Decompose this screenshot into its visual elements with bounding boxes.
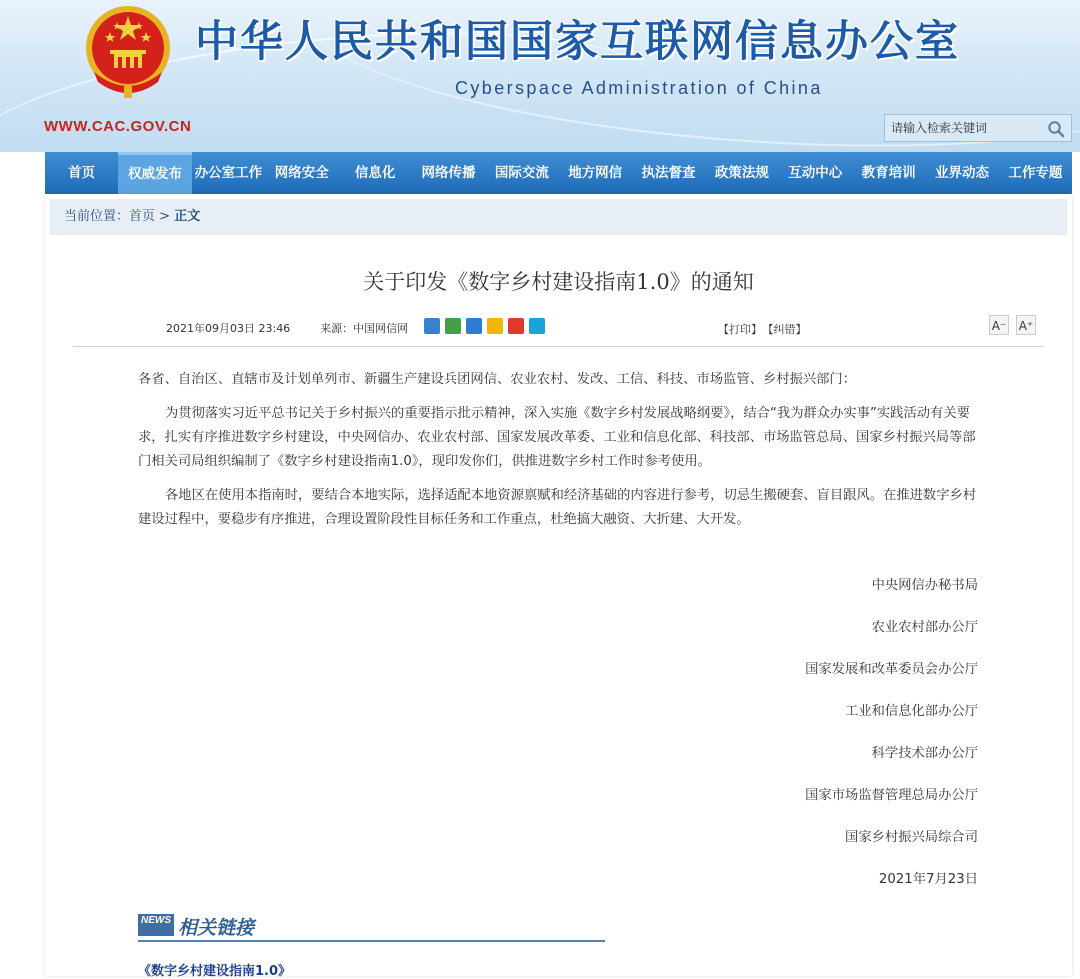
- font-decrease-button[interactable]: A⁻: [989, 315, 1009, 335]
- article-paragraph: 为贯彻落实习近平总书记关于乡村振兴的重要指示批示精神，深入实施《数字乡村发展战略纲要》，结合“我为群众办实事”实践活动有关要求，扎实有序推进数字乡村建设，中央网信办、农业农村部、国家发展改革委、工业和信息化部、科技部、市场监管总局、国家乡村振兴局等部门相关司局组织编制了《数字乡村建设指南1.0》，现印发你们，供推进数字乡村工作时参考使用。: [138, 406, 976, 469]
- article-meta: [166, 320, 408, 336]
- share-p-icon[interactable]: [529, 318, 545, 334]
- nav-item-local-cac[interactable]: 地方网信: [568, 165, 623, 181]
- related-links-header: [138, 910, 605, 942]
- print-link[interactable]: 【打印】: [718, 323, 762, 336]
- breadcrumb-separator: >: [155, 209, 175, 224]
- nav-item-law-enforcement[interactable]: 执法督查: [641, 165, 696, 181]
- site-title: 中华人民共和国国家互联网信息办公室: [195, 17, 960, 67]
- nav-item-home[interactable]: 首页: [68, 165, 96, 181]
- national-emblem-icon: [80, 2, 176, 102]
- nav-item-industry-news[interactable]: 业界动态: [934, 165, 989, 181]
- signatory: 国家乡村振兴局综合司: [845, 830, 978, 845]
- search-icon[interactable]: [1047, 120, 1065, 138]
- sign-date: 2021年7月23日: [878, 872, 978, 887]
- search-input[interactable]: [885, 115, 1047, 141]
- correct-link[interactable]: 【纠错】: [768, 323, 807, 336]
- sina-weibo-icon[interactable]: [508, 318, 524, 334]
- content-frame: [45, 194, 1072, 979]
- nav-item-interaction-center[interactable]: 互动中心: [788, 165, 843, 181]
- qzone-icon[interactable]: [487, 318, 503, 334]
- search-box: [884, 114, 1072, 142]
- news-badge: NEWS: [138, 914, 174, 936]
- weibo-icon[interactable]: [466, 318, 482, 334]
- breadcrumb-label: 当前位置：: [64, 209, 130, 224]
- nav-item-authoritative-release[interactable]: 权威发布: [118, 152, 191, 194]
- divider: [73, 346, 1044, 347]
- nav-item-policies-regulations[interactable]: 政策法规: [714, 165, 769, 181]
- related-links-title: 相关链接: [178, 917, 255, 939]
- article-date: 2021年09月03日 23:46: [166, 322, 291, 335]
- main-nav: [45, 152, 1072, 194]
- signatory: 工业和信息化部办公厅: [845, 704, 978, 719]
- nav-item-informatization[interactable]: 信息化: [354, 165, 396, 181]
- font-increase-button[interactable]: A⁺: [1016, 315, 1036, 335]
- breadcrumb-current: 正文: [174, 209, 201, 224]
- article-paragraph: 各地区在使用本指南时，要结合本地实际，选择适配本地资源禀赋和经济基础的内容进行参考，切忌生搬硬套、盲目跟风。在推进数字乡村建设过程中，要稳步有序推进，合理设置阶段性目标任务和工作重点，杜绝搞大融资、大折建、大开发。: [138, 488, 977, 527]
- signatory: 国家发展和改革委员会办公厅: [805, 662, 978, 677]
- wechat-icon[interactable]: [445, 318, 461, 334]
- article-salutation: 各省、自治区、直辖市及计划单列市、新疆生产建设兵团网信、农业农村、发改、工信、科技、市场监管、乡村振兴部门：: [138, 372, 857, 387]
- article-actions: [718, 321, 813, 337]
- signatory: 农业农村部办公厅: [871, 620, 978, 635]
- article-title: 关于印发《数字乡村建设指南1.0》的通知: [363, 270, 754, 294]
- signatories: [805, 574, 978, 910]
- breadcrumb-home-link[interactable]: 首页: [129, 209, 156, 224]
- breadcrumb: [50, 199, 1067, 235]
- nav-item-education-training[interactable]: 教育培训: [861, 165, 916, 181]
- site-url[interactable]: WWW.CAC.GOV.CN: [44, 118, 192, 135]
- article-source: 来源：中国网信网: [320, 322, 409, 335]
- article-body: [138, 368, 980, 542]
- nav-item-network-communication[interactable]: 网络传播: [421, 165, 476, 181]
- nav-item-office-work[interactable]: 办公室工作: [194, 165, 263, 181]
- site-subtitle: Cyberspace Administration of China: [455, 78, 823, 98]
- signatory: 中央网信办秘书局: [871, 578, 978, 593]
- signatory: 国家市场监督管理总局办公厅: [805, 788, 978, 803]
- signatory: 科学技术部办公厅: [871, 746, 978, 761]
- nav-item-special-topics[interactable]: 工作专题: [1008, 165, 1063, 181]
- share-bar: [424, 318, 545, 334]
- related-link[interactable]: 《数字乡村建设指南1.0》: [138, 964, 292, 979]
- nav-item-international-exchange[interactable]: 国际交流: [494, 165, 549, 181]
- site-header: [0, 0, 1080, 152]
- share-plus-icon[interactable]: [424, 318, 440, 334]
- nav-item-cybersecurity[interactable]: 网络安全: [274, 165, 329, 181]
